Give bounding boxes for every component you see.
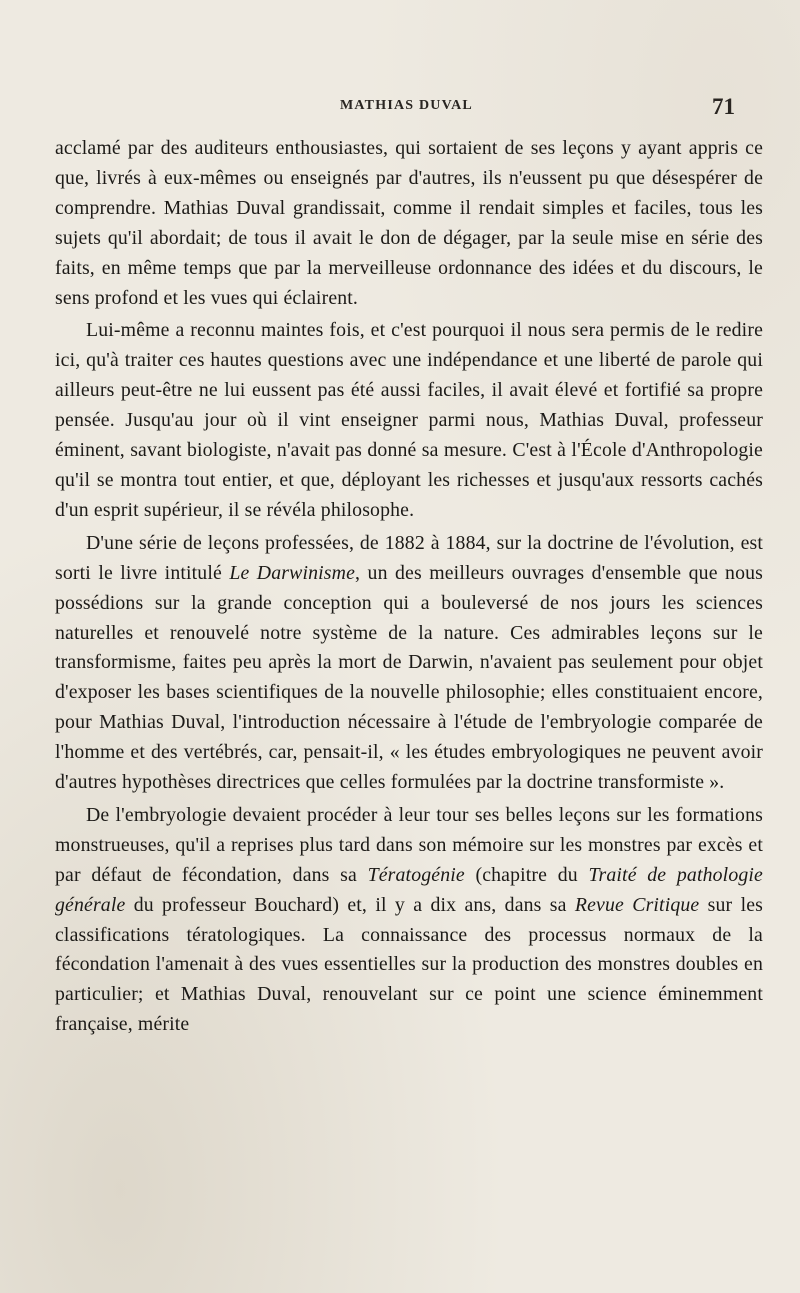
paragraph-2-text: Lui-même a reconnu maintes fois, et c'est pourquoi il nous sera permis de le redire ici, qu'à traiter ces hautes questions avec une indépendance et une liberté de parole qui ailleurs peut-être ne lui eussent pas été aussi faciles, il avait élevé et fortifié sa propre pensée. Jusqu'au jour où il vint enseigner parmi nous, Mathias Duval, professeur éminent, savant biologiste, n'avait pas donné sa mesure. C'est à l'École d'Anthropologie qu'il se montra tout entier, et que, déployant les richesses et jusqu'aux ressorts cachés d'un esprit supérieur, il se révéla philosophe. xyxy=(55,319,763,521)
paragraph-4-text-a: De l'embryologie devaient procéder à leur tour ses belles leçons sur les formations monstrueuses, qu'il a reprises plus tard dans son mémoire sur les monstres par excès et par défaut de fécondation, dans sa xyxy=(55,803,763,886)
paragraph-4 xyxy=(55,801,763,1040)
book-title-teratogenie: Tératogénie xyxy=(367,863,465,886)
paragraph-3-text-a: D'une série de leçons professées, de 1882 à 1884, sur la doctrine de l'évolution, est sorti le livre intitulé xyxy=(55,531,763,584)
paragraph-2 xyxy=(55,316,763,525)
book-title-traite-pathologie: Traité de pathologie générale xyxy=(55,863,763,916)
paragraph-3-text-b: , un des meilleurs ouvrages d'ensemble que nous possédions sur la grande conception qui a bouleversé de nos jours les sciences naturelles et renouvelé notre système de la nature. Ces admirables leçons sur le transformisme, faites peu après la mort de Darwin, n'avaient pas seulement pour objet d'exposer les bases scientifiques de la nouvelle philosophie; elles constituaient encore, pour Mathias Duval, l'introduction nécessaire à l'étude de l'embryologie comparée de l'homme et des vertébrés, car, pensait-il, « les études embryologiques ne peuvent avoir d'autres hypothèses directrices que celles formulées par la doctrine transformiste ». xyxy=(55,561,764,794)
paragraph-4-text-c: du professeur Bouchard) et, il y a dix ans, dans sa xyxy=(125,893,575,916)
paragraph-4-text-d: sur les classifications tératologiques. La connaissance des processus normaux de la fécondation l'amenait à des vues essentielles sur la production des monstres doubles en particulier; et Mathias Duval, renouvelant sur ce point une science éminemment française, mérite xyxy=(55,893,763,1036)
body-text xyxy=(55,134,763,1040)
paragraph-3 xyxy=(55,529,763,798)
book-title-le-darwinisme: Le Darwinisme xyxy=(229,561,356,584)
page-number: 71 xyxy=(712,94,735,119)
paragraph-4-text-b: (chapitre du xyxy=(464,863,589,886)
paragraph-1-text: acclamé par des auditeurs enthousiastes, qui sortaient de ses leçons y ayant appris ce que, livrés à eux-mêmes ou enseignés par d'autres, ils n'eussent pu que désespérer de comprendre. Mathias Duval grandissait, comme il rendait simples et faciles, tous les sujets qu'il abordait; de tous il avait le don de dégager, par la seule mise en série des faits, en même temps que par la merveilleuse ordonnance des idées et du discours, le sens profond et les vues qui éclairent. xyxy=(55,137,763,309)
page-header xyxy=(0,94,800,124)
running-title: MATHIAS DUVAL xyxy=(340,98,473,113)
journal-title-revue-critique: Revue Critique xyxy=(574,893,700,916)
paragraph-1 xyxy=(55,134,763,313)
